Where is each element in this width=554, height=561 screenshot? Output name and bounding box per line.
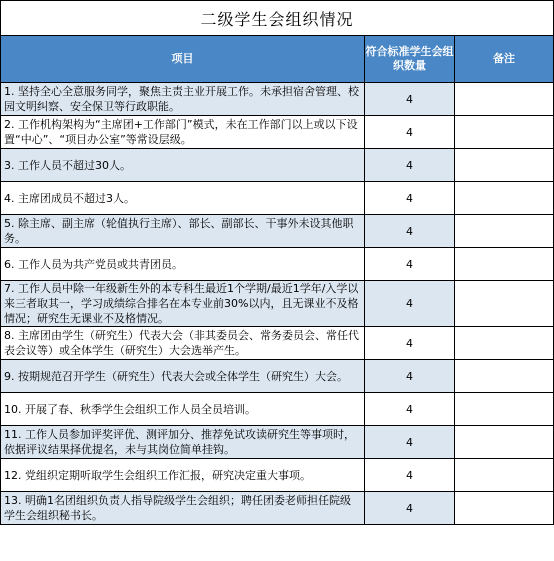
header-item: 项目	[1, 36, 365, 83]
row-item-text: 10. 开展了春、秋季学生会组织工作人员全员培训。	[1, 393, 365, 426]
row-count: 4	[365, 281, 455, 327]
row-count: 4	[365, 149, 455, 182]
row-item-text: 12. 党组织定期听取学生会组织工作汇报，研究决定重大事项。	[1, 459, 365, 492]
title-row	[1, 1, 554, 36]
row-count: 4	[365, 426, 455, 459]
row-note	[455, 248, 554, 281]
row-item-text: 6. 工作人员为共产党员或共青团员。	[1, 248, 365, 281]
table-row	[1, 281, 554, 327]
row-note	[455, 393, 554, 426]
table-row	[1, 215, 554, 248]
header-count: 符合标准学生会组织数量	[365, 36, 455, 83]
row-note	[455, 215, 554, 248]
row-count: 4	[365, 248, 455, 281]
row-count: 4	[365, 327, 455, 360]
row-note	[455, 281, 554, 327]
row-item-text: 8. 主席团由学生（研究生）代表大会（非其委员会、常务委员会、常任代表会议等）或全体学生（研究生）大会选举产生。	[1, 327, 365, 360]
table-row	[1, 83, 554, 116]
table-row	[1, 360, 554, 393]
row-count: 4	[365, 492, 455, 525]
row-count: 4	[365, 182, 455, 215]
table-body	[1, 83, 554, 525]
table-row	[1, 459, 554, 492]
header-note: 备注	[455, 36, 554, 83]
table-row	[1, 492, 554, 525]
row-item-text: 9. 按期规范召开学生（研究生）代表大会或全体学生（研究生）大会。	[1, 360, 365, 393]
row-note	[455, 327, 554, 360]
row-item-text: 5. 除主席、副主席（轮值执行主席）、部长、副部长、干事外未设其他职务。	[1, 215, 365, 248]
row-note	[455, 116, 554, 149]
row-count: 4	[365, 360, 455, 393]
table-row	[1, 116, 554, 149]
table-row	[1, 327, 554, 360]
row-note	[455, 83, 554, 116]
row-note	[455, 492, 554, 525]
row-item-text: 4. 主席团成员不超过3人。	[1, 182, 365, 215]
row-note	[455, 149, 554, 182]
row-note	[455, 360, 554, 393]
row-count: 4	[365, 215, 455, 248]
row-item-text: 11. 工作人员参加评奖评优、测评加分、推荐免试攻读研究生等事项时，依据评议结果择优提名，未与其岗位简单挂钩。	[1, 426, 365, 459]
table-row	[1, 426, 554, 459]
row-item-text: 2. 工作机构架构为“主席团+工作部门”模式，未在工作部门以上或以下设置“中心”、“项目办公室”等常设层级。	[1, 116, 365, 149]
row-count: 4	[365, 83, 455, 116]
row-note	[455, 182, 554, 215]
row-item-text: 3. 工作人员不超过30人。	[1, 149, 365, 182]
row-count: 4	[365, 116, 455, 149]
row-item-text: 7. 工作人员中除一年级新生外的本专科生最近1个学期/最近1学年/入学以来三者取其一，学习成绩综合排名在本专业前30%以内，且无课业不及格情况；研究生无课业不及格情况。	[1, 281, 365, 327]
row-item-text: 13. 明确1名团组织负责人指导院级学生会组织；聘任团委老师担任院级学生会组织秘书长。	[1, 492, 365, 525]
table-row	[1, 393, 554, 426]
row-note	[455, 426, 554, 459]
row-count: 4	[365, 393, 455, 426]
row-count: 4	[365, 459, 455, 492]
table-row	[1, 149, 554, 182]
row-item-text: 1. 坚持全心全意服务同学，聚焦主责主业开展工作。未承担宿舍管理、校园文明纠察、安全保卫等行政职能。	[1, 83, 365, 116]
row-note	[455, 459, 554, 492]
page-title: 二级学生会组织情况	[1, 1, 554, 36]
header-row	[1, 36, 554, 83]
table-row	[1, 182, 554, 215]
table-row	[1, 248, 554, 281]
